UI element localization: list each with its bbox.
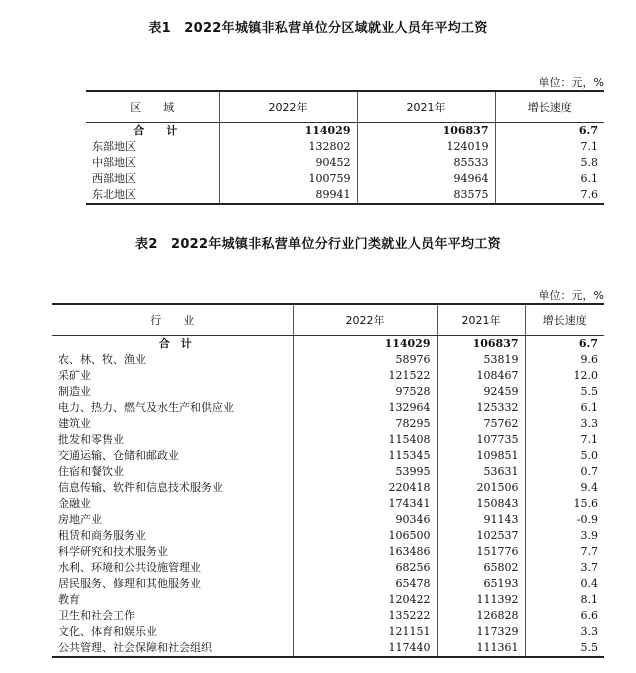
table1 — [86, 90, 604, 205]
row-label: 信息传输、软件和信息技术服务业 — [58, 481, 223, 494]
value-2022: 114029 — [293, 336, 437, 353]
table2-header-2022: 2022年 — [293, 304, 437, 336]
row-label: 合 计 — [133, 124, 178, 137]
growth-rate: 6.7 — [525, 336, 604, 353]
table2 — [52, 303, 604, 658]
value-2022: 163486 — [293, 544, 437, 560]
growth-rate: 5.5 — [525, 384, 604, 400]
table2-header-2021: 2021年 — [437, 304, 525, 336]
table-row — [52, 608, 604, 624]
row-label: 西部地区 — [92, 172, 136, 185]
row-label: 东北地区 — [86, 187, 219, 204]
growth-rate: 7.1 — [495, 139, 604, 155]
table-row — [52, 640, 604, 657]
table1-unit: 单位：元，% — [538, 76, 604, 89]
value-2022: 120422 — [293, 592, 437, 608]
value-2022: 78295 — [293, 416, 437, 432]
growth-rate: 7.6 — [495, 187, 604, 204]
value-2022: 68256 — [293, 560, 437, 576]
value-2022: 114029 — [219, 123, 357, 140]
table1-header-2021: 2021年 — [357, 91, 495, 123]
value-2021: 107735 — [437, 432, 525, 448]
row-label: 农、林、牧、渔业 — [58, 353, 146, 366]
value-2021: 201506 — [437, 480, 525, 496]
table2-title: 表2 2022年城镇非私营单位分行业门类就业人员年平均工资 — [135, 237, 501, 252]
value-2022: 132964 — [293, 400, 437, 416]
value-2021: 92459 — [437, 384, 525, 400]
table-row — [52, 368, 604, 384]
table-row — [52, 464, 604, 480]
growth-rate: 6.1 — [495, 171, 604, 187]
table1-header-growth: 增长速度 — [495, 91, 604, 123]
row-label: 合 计 — [158, 337, 192, 350]
growth-rate: 7.1 — [525, 432, 604, 448]
value-2022: 65478 — [293, 576, 437, 592]
value-2022: 135222 — [293, 608, 437, 624]
table1-header-row — [86, 91, 604, 123]
growth-rate: 6.7 — [495, 123, 604, 140]
value-2021: 111392 — [437, 592, 525, 608]
row-label: 房地产业 — [58, 513, 102, 526]
growth-rate: 6.1 — [525, 400, 604, 416]
value-2021: 151776 — [437, 544, 525, 560]
value-2021: 85533 — [357, 155, 495, 171]
value-2021: 124019 — [357, 139, 495, 155]
row-label: 卫生和社会工作 — [58, 609, 135, 622]
table-row — [52, 432, 604, 448]
value-2021: 75762 — [437, 416, 525, 432]
row-label: 中部地区 — [92, 156, 136, 169]
growth-rate: 15.6 — [525, 496, 604, 512]
value-2021: 111361 — [437, 640, 525, 657]
value-2022: 117440 — [293, 640, 437, 657]
value-2021: 91143 — [437, 512, 525, 528]
table-row — [52, 512, 604, 528]
value-2021: 53819 — [437, 352, 525, 368]
table2-unit: 单位：元，% — [538, 289, 604, 302]
value-2021: 94964 — [357, 171, 495, 187]
table-row — [52, 416, 604, 432]
row-label: 东部地区 — [92, 140, 136, 153]
table-row — [86, 171, 604, 187]
value-2022: 115345 — [293, 448, 437, 464]
table-row — [52, 384, 604, 400]
growth-rate: 12.0 — [525, 368, 604, 384]
growth-rate: 5.5 — [525, 640, 604, 657]
value-2021: 108467 — [437, 368, 525, 384]
table-row — [52, 480, 604, 496]
row-label: 交通运输、仓储和邮政业 — [58, 449, 179, 462]
table1-header-region: 区 域 — [86, 91, 219, 123]
growth-rate: 8.1 — [525, 592, 604, 608]
table2-header-growth: 增长速度 — [525, 304, 604, 336]
growth-rate: 0.7 — [525, 464, 604, 480]
table-row — [86, 139, 604, 155]
table-row — [52, 560, 604, 576]
row-label: 租赁和商务服务业 — [58, 529, 146, 542]
growth-rate: 0.4 — [525, 576, 604, 592]
row-label: 采矿业 — [58, 369, 91, 382]
row-label: 电力、热力、燃气及水生产和供应业 — [58, 401, 234, 414]
table-row — [52, 528, 604, 544]
value-2022: 53995 — [293, 464, 437, 480]
table-row — [86, 155, 604, 171]
value-2022: 115408 — [293, 432, 437, 448]
value-2021: 65193 — [437, 576, 525, 592]
value-2021: 150843 — [437, 496, 525, 512]
row-label: 批发和零售业 — [58, 433, 124, 446]
growth-rate: -0.9 — [525, 512, 604, 528]
value-2022: 58976 — [293, 352, 437, 368]
row-label: 科学研究和技术服务业 — [58, 545, 168, 558]
value-2021: 106837 — [357, 123, 495, 140]
value-2022: 220418 — [293, 480, 437, 496]
row-label: 教育 — [58, 593, 80, 606]
value-2022: 106500 — [293, 528, 437, 544]
growth-rate: 5.0 — [525, 448, 604, 464]
value-2021: 117329 — [437, 624, 525, 640]
value-2021: 109851 — [437, 448, 525, 464]
value-2022: 121151 — [293, 624, 437, 640]
value-2022: 90452 — [219, 155, 357, 171]
row-label: 金融业 — [58, 497, 91, 510]
growth-rate: 3.9 — [525, 528, 604, 544]
row-label: 居民服务、修理和其他服务业 — [58, 577, 201, 590]
table-row — [52, 448, 604, 464]
growth-rate: 5.8 — [495, 155, 604, 171]
value-2021: 125332 — [437, 400, 525, 416]
table-row — [52, 352, 604, 368]
value-2021: 102537 — [437, 528, 525, 544]
growth-rate: 6.6 — [525, 608, 604, 624]
value-2021: 53631 — [437, 464, 525, 480]
value-2022: 100759 — [219, 171, 357, 187]
growth-rate: 3.7 — [525, 560, 604, 576]
table-row — [52, 576, 604, 592]
value-2021: 65802 — [437, 560, 525, 576]
value-2022: 90346 — [293, 512, 437, 528]
table-row — [52, 400, 604, 416]
table-row — [86, 187, 604, 204]
table2-header-row — [52, 304, 604, 336]
value-2021: 83575 — [357, 187, 495, 204]
row-label: 公共管理、社会保障和社会组织 — [52, 640, 293, 657]
value-2021: 126828 — [437, 608, 525, 624]
value-2022: 121522 — [293, 368, 437, 384]
table-row — [86, 123, 604, 140]
table-row — [52, 336, 604, 353]
table-row — [52, 624, 604, 640]
growth-rate: 3.3 — [525, 416, 604, 432]
row-label: 建筑业 — [58, 417, 91, 430]
table1-header-2022: 2022年 — [219, 91, 357, 123]
value-2022: 97528 — [293, 384, 437, 400]
row-label: 水利、环境和公共设施管理业 — [58, 561, 201, 574]
row-label: 制造业 — [58, 385, 91, 398]
value-2022: 174341 — [293, 496, 437, 512]
growth-rate: 9.6 — [525, 352, 604, 368]
growth-rate: 7.7 — [525, 544, 604, 560]
table-row — [52, 496, 604, 512]
table2-header-industry: 行 业 — [52, 304, 293, 336]
table-row — [52, 592, 604, 608]
row-label: 文化、体育和娱乐业 — [58, 625, 157, 638]
table1-title: 表1 2022年城镇非私营单位分区域就业人员年平均工资 — [148, 21, 488, 36]
value-2021: 106837 — [437, 336, 525, 353]
value-2022: 89941 — [219, 187, 357, 204]
growth-rate: 9.4 — [525, 480, 604, 496]
value-2022: 132802 — [219, 139, 357, 155]
row-label: 住宿和餐饮业 — [58, 465, 124, 478]
growth-rate: 3.3 — [525, 624, 604, 640]
table-row — [52, 544, 604, 560]
